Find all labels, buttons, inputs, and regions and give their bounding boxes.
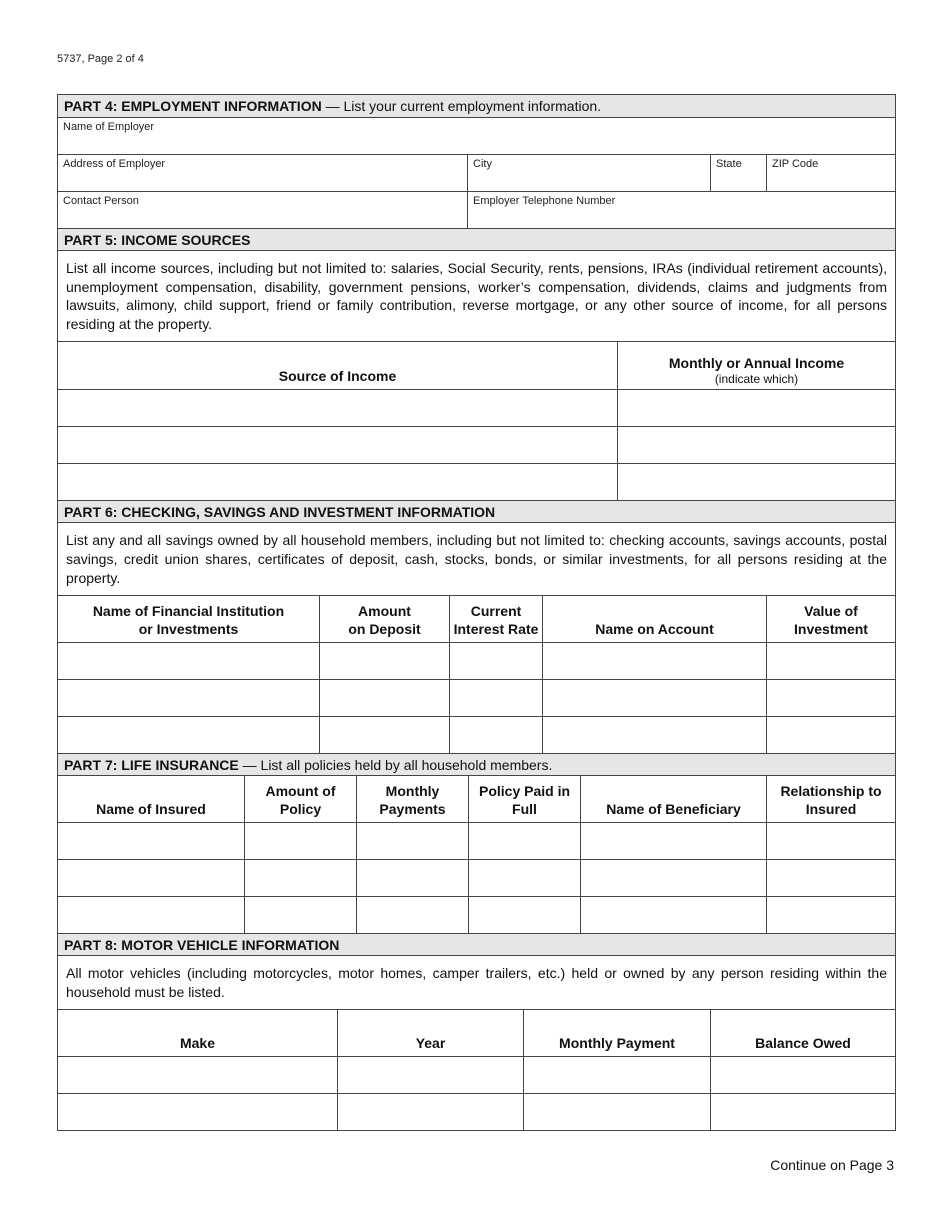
part6-title: PART 6: CHECKING, SAVINGS AND INVESTMENT INFORMATION: [64, 504, 496, 521]
investment-value-cell[interactable]: [766, 717, 895, 753]
employer-name-field[interactable]: [58, 118, 895, 154]
account-name-cell[interactable]: [542, 680, 766, 716]
monthly-payments-cell[interactable]: [356, 897, 468, 933]
institution-cell[interactable]: [58, 717, 319, 753]
part7-subtitle: — List all policies held by all household members.: [238, 757, 553, 774]
zip-label: ZIP Code: [772, 158, 819, 170]
institution-cell[interactable]: [58, 680, 319, 716]
interest-rate-cell[interactable]: [449, 717, 542, 753]
employer-name-label: Name of Employer: [63, 121, 155, 133]
continue-note: Continue on Page 3: [770, 1157, 894, 1173]
income-amount-cell[interactable]: [617, 390, 895, 426]
vehicle-table-header: [58, 1009, 895, 1056]
relationship-cell[interactable]: [766, 860, 895, 896]
relationship-column: Relationship to Insured: [766, 776, 895, 822]
part6-instructions: List any and all savings owned by all household members, including but not limited to: checking accounts, savings accounts, postal savings, credit union shares, certificates of deposit, cash, stocks, bonds, or similar investments, for all persons residing at the property.: [58, 522, 895, 595]
insurance-table-header: [58, 775, 895, 822]
table-row: [58, 426, 895, 463]
relationship-cell[interactable]: [766, 823, 895, 859]
zip-field[interactable]: [766, 155, 895, 191]
employer-phone-label: Employer Telephone Number: [473, 195, 616, 207]
monthly-payments-cell[interactable]: [356, 860, 468, 896]
part8-instructions: All motor vehicles (including motorcycles, motor homes, camper trailers, etc.) held or owned by any person residing within the household must be listed.: [58, 955, 895, 1009]
balance-owed-cell[interactable]: [710, 1057, 895, 1093]
policy-amount-cell[interactable]: [244, 897, 356, 933]
investment-value-column: Value of Investment: [766, 596, 895, 642]
investment-value-cell[interactable]: [766, 680, 895, 716]
part5-header: [58, 228, 895, 250]
interest-rate-cell[interactable]: [449, 680, 542, 716]
beneficiary-cell[interactable]: [580, 823, 766, 859]
table-row: [58, 859, 895, 896]
income-source-cell[interactable]: [58, 427, 617, 463]
insured-cell[interactable]: [58, 897, 244, 933]
part5-title: PART 5: INCOME SOURCES: [64, 232, 251, 248]
part4-title: PART 4: EMPLOYMENT INFORMATION: [64, 98, 322, 114]
investment-value-cell[interactable]: [766, 643, 895, 679]
policy-amount-cell[interactable]: [244, 823, 356, 859]
income-source-cell[interactable]: [58, 390, 617, 426]
state-label: State: [716, 158, 742, 170]
part5-instructions: List all income sources, including but not limited to: salaries, Social Security, rents, pensions, IRAs (individual retirement accounts), unemployment compensation, disability, government pensions, worker’s compensation, dividends, claims and judgments from lawsuits, alimony, child support, friend or family contribution, reverse mortgage, or any other source of income, for all persons residing at the property.: [58, 250, 895, 341]
insured-cell[interactable]: [58, 860, 244, 896]
contact-person-label: Contact Person: [63, 195, 139, 207]
year-column: Year: [337, 1010, 523, 1056]
beneficiary-cell[interactable]: [580, 860, 766, 896]
deposit-cell[interactable]: [319, 680, 449, 716]
income-amount-column: Monthly or Annual Income (indicate which): [617, 342, 895, 389]
account-name-cell[interactable]: [542, 643, 766, 679]
institution-column: Name of Financial Institution or Investments: [92, 603, 285, 638]
interest-rate-cell[interactable]: [449, 643, 542, 679]
balance-owed-cell[interactable]: [710, 1094, 895, 1130]
part7-header: [58, 753, 895, 775]
table-row: [58, 463, 895, 500]
policy-paid-cell[interactable]: [468, 823, 580, 859]
part7-title: PART 7: LIFE INSURANCE: [64, 757, 239, 774]
income-source-cell[interactable]: [58, 464, 617, 500]
table-row: [58, 822, 895, 859]
policy-paid-cell[interactable]: [468, 897, 580, 933]
income-amount-cell[interactable]: [617, 464, 895, 500]
part4-subtitle: — List your current employment information.: [321, 98, 602, 114]
make-column: Make: [179, 1035, 216, 1052]
page-identifier: 5737, Page 2 of 4: [57, 53, 144, 65]
policy-amount-cell[interactable]: [244, 860, 356, 896]
employer-address-label: Address of Employer: [63, 158, 166, 170]
interest-rate-column: Current Interest Rate: [449, 596, 542, 642]
institution-cell[interactable]: [58, 643, 319, 679]
part8-title: PART 8: MOTOR VEHICLE INFORMATION: [64, 937, 340, 954]
table-row: [58, 679, 895, 716]
insured-column: Name of Insured: [96, 801, 206, 818]
state-field[interactable]: [710, 155, 766, 191]
deposit-column: Amount on Deposit: [319, 596, 449, 642]
monthly-payment-column: Monthly Payment: [523, 1010, 710, 1056]
table-row: [58, 896, 895, 933]
monthly-payments-cell[interactable]: [356, 823, 468, 859]
monthly-payment-cell[interactable]: [523, 1057, 710, 1093]
table-row: [58, 716, 895, 753]
city-label: City: [473, 158, 492, 170]
table-row: [58, 642, 895, 679]
make-cell[interactable]: [58, 1094, 337, 1130]
part8-header: [58, 933, 895, 955]
beneficiary-column: Name of Beneficiary: [580, 776, 766, 822]
relationship-cell[interactable]: [766, 897, 895, 933]
employer-phone-field[interactable]: [467, 192, 895, 228]
income-source-column: Source of Income: [278, 368, 397, 385]
contact-person-field[interactable]: [58, 192, 467, 228]
policy-paid-cell[interactable]: [468, 860, 580, 896]
account-name-column: Name on Account: [542, 596, 766, 642]
city-field[interactable]: [467, 155, 710, 191]
income-amount-cell[interactable]: [617, 427, 895, 463]
year-cell[interactable]: [337, 1094, 523, 1130]
savings-table-header: [58, 595, 895, 642]
employer-address-field[interactable]: [58, 155, 467, 191]
part4-header: [58, 95, 895, 117]
table-row: [58, 1093, 895, 1130]
deposit-cell[interactable]: [319, 643, 449, 679]
beneficiary-cell[interactable]: [580, 897, 766, 933]
make-cell[interactable]: [58, 1057, 337, 1093]
balance-owed-column: Balance Owed: [710, 1010, 895, 1056]
monthly-payment-cell[interactable]: [523, 1094, 710, 1130]
table-row: [58, 1056, 895, 1093]
deposit-cell[interactable]: [319, 717, 449, 753]
year-cell[interactable]: [337, 1057, 523, 1093]
account-name-cell[interactable]: [542, 717, 766, 753]
insured-cell[interactable]: [58, 823, 244, 859]
application-form: [57, 94, 896, 1131]
monthly-payments-column: Monthly Payments: [356, 776, 468, 822]
policy-amount-column: Amount of Policy: [244, 776, 356, 822]
income-table-header: [58, 341, 895, 389]
policy-paid-column: Policy Paid in Full: [468, 776, 580, 822]
table-row: [58, 389, 895, 426]
part6-header: [58, 500, 895, 522]
